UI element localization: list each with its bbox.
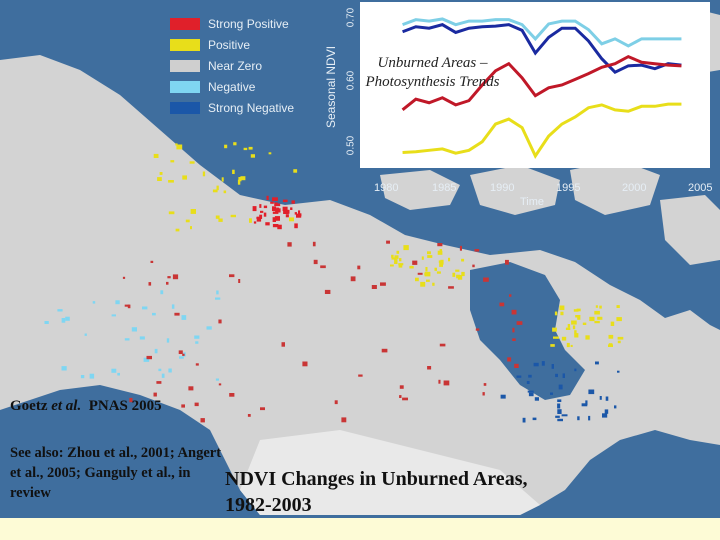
ndvi-patch — [390, 265, 394, 267]
legend-swatch — [170, 18, 200, 30]
ndvi-patch — [427, 366, 431, 370]
y-tick-label: 0.70 — [345, 7, 357, 28]
ndvi-patch — [542, 361, 545, 366]
ndvi-patch — [117, 373, 120, 376]
ndvi-patch — [437, 243, 442, 246]
ndvi-patch — [483, 278, 489, 282]
ndvi-patch — [238, 279, 240, 283]
ndvi-patch — [400, 385, 404, 389]
legend-item — [170, 13, 310, 34]
ndvi-patch — [475, 249, 480, 252]
ndvi-patch — [173, 274, 178, 279]
ndvi-patch — [286, 214, 289, 217]
ndvi-patch — [585, 335, 589, 339]
ndvi-patch — [85, 334, 87, 336]
y-tick-label: 0.50 — [345, 135, 357, 156]
ndvi-patch — [128, 305, 131, 309]
ndvi-patch — [172, 304, 175, 308]
ndvi-patch — [571, 345, 573, 347]
x-axis-label: Time — [520, 196, 545, 208]
ndvi-patch — [358, 375, 362, 377]
ndvi-patch — [380, 282, 386, 285]
ndvi-patch — [191, 209, 196, 214]
ndvi-patch — [218, 320, 221, 324]
ndvi-patch — [170, 160, 174, 162]
ndvi-patch — [372, 285, 377, 289]
ndvi-patch — [617, 305, 620, 308]
ndvi-patch — [264, 206, 267, 209]
ndvi-patch — [260, 407, 265, 410]
ndvi-patch — [213, 190, 218, 193]
x-tick-label: 1995 — [556, 182, 581, 194]
ndvi-patch — [162, 374, 165, 378]
ndvi-patch — [589, 317, 594, 321]
ndvi-patch — [195, 403, 199, 407]
ndvi-patch — [270, 202, 274, 204]
ndvi-patch — [224, 191, 227, 194]
ndvi-patch — [125, 338, 130, 340]
ndvi-patch — [399, 395, 401, 398]
ndvi-patch — [155, 349, 158, 353]
ndvi-patch — [65, 317, 70, 321]
ndvi-patch — [169, 211, 175, 214]
ndvi-patch — [194, 336, 199, 339]
ndvi-patch — [529, 393, 534, 397]
ndvi-patch — [574, 330, 576, 333]
ndvi-patch — [555, 312, 557, 316]
ndvi-patch — [207, 326, 212, 329]
ndvi-patch — [264, 213, 267, 217]
ndvi-patch — [123, 277, 125, 279]
ndvi-patch — [426, 280, 430, 282]
ndvi-patch — [562, 337, 566, 341]
ndvi-patch — [399, 265, 403, 268]
ndvi-patch — [609, 335, 614, 339]
ndvi-patch — [186, 220, 190, 223]
citation-authors: Goetz — [10, 398, 48, 414]
ndvi-patch — [203, 172, 205, 177]
ndvi-patch — [577, 416, 579, 420]
ndvi-patch — [216, 379, 219, 381]
ndvi-patch — [398, 263, 403, 265]
x-tick-label: 1985 — [432, 182, 457, 194]
ndvi-patch — [583, 323, 587, 325]
ndvi-patch — [594, 311, 600, 315]
ndvi-patch — [168, 180, 174, 183]
ndvi-patch — [320, 265, 326, 268]
ndvi-patch — [142, 307, 147, 310]
ndvi-patch — [314, 260, 318, 264]
ndvi-patch — [81, 375, 84, 378]
ndvi-patch — [151, 261, 154, 263]
ndvi-patch — [562, 414, 568, 416]
ndvi-patch — [298, 213, 301, 216]
ndvi-patch — [216, 216, 220, 219]
ndvi-patch — [461, 272, 464, 276]
ndvi-patch — [158, 369, 161, 371]
ndvi-patch — [196, 363, 199, 365]
ndvi-patch — [559, 385, 563, 390]
ndvi-patch — [599, 306, 602, 309]
ndvi-patch — [160, 172, 163, 175]
ndvi-patch — [298, 210, 300, 213]
ndvi-patch — [251, 154, 255, 158]
ndvi-patch — [409, 266, 413, 269]
ndvi-patch — [427, 251, 431, 254]
ndvi-patch — [112, 314, 116, 316]
ndvi-patch — [282, 342, 286, 347]
ndvi-patch — [618, 341, 621, 344]
ndvi-patch — [147, 356, 153, 359]
ndvi-patch — [260, 211, 263, 213]
ndvi-patch — [287, 210, 290, 214]
ndvi-patch — [618, 337, 624, 340]
y-tick-label: 0.60 — [345, 70, 357, 91]
x-tick-label: 1980 — [374, 182, 399, 194]
ndvi-patch — [602, 413, 607, 417]
ndvi-patch — [182, 175, 187, 179]
ndvi-patch — [302, 362, 307, 367]
x-tick-label: 2000 — [622, 182, 647, 194]
y-axis-label-text: Seasonal NDVI — [324, 45, 338, 128]
legend-item — [170, 34, 310, 55]
ndvi-patch — [514, 364, 519, 368]
inset-title: Unburned Areas – Photosynthesis Trends — [365, 55, 500, 90]
footer-strip — [0, 518, 720, 540]
ndvi-patch — [461, 259, 464, 262]
ndvi-patch — [574, 333, 578, 337]
ndvi-patch — [448, 258, 450, 262]
series-line-3 — [403, 104, 682, 156]
ndvi-patch — [90, 374, 95, 379]
ndvi-patch — [157, 177, 162, 181]
ndvi-patch — [505, 260, 509, 265]
ndvi-patch — [575, 315, 578, 318]
citation-journal: PNAS 2005 — [88, 398, 162, 414]
see-also-text: See also: Zhou et al., 2001; Angert et al., 2005; Ganguly et al., in review — [10, 445, 222, 501]
ndvi-patch — [115, 300, 119, 304]
legend-item — [170, 97, 310, 118]
ndvi-patch — [357, 266, 360, 270]
ndvi-patch — [232, 170, 235, 174]
ndvi-patch — [425, 267, 427, 271]
ndvi-patch — [555, 374, 558, 377]
ndvi-patch — [62, 366, 67, 370]
ndvi-patch — [452, 273, 455, 277]
ndvi-patch — [399, 258, 401, 261]
ndvi-patch — [231, 215, 236, 217]
ndvi-patch — [386, 241, 390, 244]
ndvi-patch — [422, 256, 424, 259]
ndvi-patch — [259, 204, 261, 208]
x-tick-label: 1990 — [490, 182, 515, 194]
ndvi-patch — [325, 290, 331, 294]
legend-label: Negative — [208, 79, 256, 94]
ndvi-patch — [484, 383, 487, 386]
ndvi-patch — [420, 282, 425, 287]
ndvi-patch — [201, 418, 205, 422]
ndvi-patch — [534, 363, 539, 367]
ndvi-patch — [335, 400, 338, 404]
ndvi-patch — [528, 375, 532, 378]
ndvi-patch — [594, 321, 599, 323]
ndvi-patch — [574, 309, 579, 312]
legend-label: Strong Negative — [208, 100, 295, 115]
ndvi-patch — [176, 229, 180, 232]
ndvi-patch — [341, 417, 346, 422]
ndvi-patch — [287, 242, 291, 246]
ndvi-patch — [175, 143, 177, 145]
ndvi-patch — [154, 393, 157, 397]
ndvi-patch — [563, 373, 565, 378]
ndvi-patch — [267, 196, 269, 200]
legend-label: Strong Positive — [208, 16, 289, 31]
ndvi-patch — [582, 403, 588, 406]
ndvi-patch — [557, 399, 561, 402]
ndvi-patch — [560, 312, 563, 316]
ndvi-patch — [248, 414, 251, 417]
ndvi-patch — [275, 216, 280, 221]
legend-item — [170, 55, 310, 76]
ndvi-patch — [566, 328, 570, 330]
ndvi-patch — [588, 416, 590, 421]
ndvi-patch — [277, 225, 282, 230]
ndvi-patch — [438, 251, 443, 255]
ndvi-patch — [174, 313, 179, 316]
ndvi-patch — [439, 262, 443, 267]
ndvi-patch — [195, 341, 198, 344]
ndvi-patch — [571, 321, 577, 325]
ndvi-patch — [179, 350, 183, 354]
ndvi-patch — [437, 271, 441, 273]
citation-etal: et al. — [51, 398, 82, 414]
ndvi-patch — [182, 315, 187, 320]
ndvi-patch — [167, 338, 169, 342]
ndvi-patch — [512, 310, 517, 315]
ndvi-patch — [501, 395, 506, 399]
ndvi-patch — [394, 259, 397, 264]
ndvi-patch — [293, 169, 297, 173]
ndvi-patch — [152, 313, 156, 316]
ndvi-patch — [224, 145, 227, 149]
ndvi-patch — [472, 265, 474, 268]
ndvi-patch — [167, 276, 170, 278]
ndvi-patch — [412, 261, 417, 265]
legend-swatch — [170, 60, 200, 72]
ndvi-patch — [438, 380, 440, 384]
ndvi-patch — [517, 321, 523, 325]
ndvi-patch — [273, 212, 279, 214]
ndvi-patch — [512, 328, 514, 333]
ndvi-patch — [550, 393, 553, 395]
ndvi-patch — [555, 416, 560, 418]
ndvi-patch — [600, 396, 602, 400]
ndvi-patch — [283, 200, 288, 203]
ndvi-patch — [418, 273, 423, 275]
ndvi-patch — [57, 309, 62, 311]
citation — [10, 398, 162, 415]
ndvi-patch — [588, 390, 594, 395]
ndvi-patch — [182, 354, 184, 356]
ndvi-patch — [552, 364, 554, 369]
ndvi-patch — [229, 274, 234, 277]
x-tick-label: 2005 — [688, 182, 713, 194]
ndvi-patch — [460, 246, 462, 251]
ndvi-patch — [568, 324, 570, 328]
ndvi-patch — [254, 221, 256, 223]
ndvi-patch — [222, 177, 224, 181]
ndvi-patch — [574, 369, 576, 372]
ndvi-patch — [402, 398, 408, 401]
ndvi-patch — [156, 381, 161, 384]
ndvi-patch — [188, 386, 193, 390]
ndvi-patch — [611, 322, 615, 326]
ndvi-patch — [517, 376, 522, 378]
ndvi-patch — [567, 343, 570, 347]
legend-swatch — [170, 81, 200, 93]
ndvi-patch — [427, 255, 432, 258]
ndvi-patch — [218, 219, 222, 222]
ndvi-patch — [190, 226, 192, 229]
ndvi-patch — [391, 255, 394, 258]
ndvi-patch — [160, 290, 163, 294]
ndvi-patch — [397, 251, 400, 254]
ndvi-patch — [244, 148, 248, 150]
ndvi-patch — [149, 282, 152, 286]
ndvi-patch — [614, 405, 616, 408]
ndvi-patch — [440, 344, 446, 347]
ndvi-patch — [395, 255, 399, 259]
ndvi-patch — [233, 142, 236, 145]
legend-item — [170, 76, 310, 97]
ndvi-patch — [528, 391, 534, 393]
ndvi-patch — [557, 419, 563, 421]
slide-caption: NDVI Changes in Unburned Areas, 1982-2003 — [225, 468, 528, 516]
ndvi-patch — [553, 337, 559, 339]
ndvi-patch — [523, 418, 526, 423]
ndvi-patch — [277, 203, 280, 206]
ndvi-patch — [132, 327, 137, 331]
ndvi-patch — [512, 338, 516, 341]
ndvi-patch — [292, 200, 295, 203]
ndvi-patch — [533, 418, 537, 421]
ndvi-patch — [415, 278, 419, 282]
ndvi-patch — [215, 298, 220, 300]
ndvi-patch — [269, 152, 272, 154]
ndvi-patch — [168, 369, 171, 373]
ndvi-patch — [154, 154, 159, 158]
ndvi-patch — [605, 409, 609, 413]
ndvi-patch — [272, 197, 278, 201]
ndvi-patch — [424, 273, 429, 275]
ndvi-patch — [507, 357, 511, 361]
ndvi-patch — [166, 282, 169, 285]
ndvi-patch — [290, 207, 292, 210]
ndvi-patch — [238, 180, 240, 185]
ndvi-patch — [62, 318, 66, 323]
ndvi-patch — [609, 343, 613, 347]
legend-label: Positive — [208, 37, 251, 52]
ndvi-patch — [289, 217, 294, 221]
map-legend — [170, 13, 310, 128]
ndvi-patch — [219, 383, 221, 385]
ndvi-patch — [181, 404, 185, 407]
ndvi-patch — [499, 303, 504, 307]
legend-swatch — [170, 102, 200, 114]
ndvi-patch — [190, 161, 195, 163]
ndvi-patch — [596, 305, 598, 308]
legend-swatch — [170, 39, 200, 51]
ndvi-patch — [45, 321, 49, 324]
ndvi-patch — [403, 245, 408, 250]
ndvi-patch — [606, 397, 609, 401]
ndvi-patch — [616, 317, 622, 321]
ndvi-patch — [617, 371, 620, 373]
ndvi-patch — [509, 294, 511, 297]
ndvi-patch — [552, 328, 557, 332]
ndvi-patch — [313, 242, 316, 247]
ndvi-patch — [448, 286, 454, 289]
ndvi-patch — [559, 306, 564, 311]
ndvi-patch — [216, 291, 218, 295]
ndvi-patch — [265, 222, 269, 225]
ndvi-patch — [476, 328, 480, 330]
series-line-0 — [403, 19, 682, 46]
ndvi-patch — [444, 381, 450, 386]
ndvi-patch — [257, 217, 261, 222]
ndvi-patch — [483, 392, 485, 395]
ndvi-patch — [535, 397, 539, 401]
ndvi-patch — [229, 393, 234, 397]
ndvi-patch — [382, 349, 388, 353]
ndvi-patch — [93, 301, 96, 304]
ndvi-patch — [294, 223, 298, 228]
ndvi-patch — [597, 317, 602, 320]
legend-label: Near Zero — [208, 58, 263, 73]
ndvi-patch — [527, 381, 530, 384]
ndvi-patch — [351, 276, 356, 281]
ndvi-patch — [550, 344, 555, 347]
ndvi-patch — [557, 404, 560, 409]
ndvi-patch — [557, 409, 561, 414]
ndvi-patch — [111, 369, 116, 373]
ndvi-patch — [249, 147, 253, 150]
ndvi-patch — [432, 283, 434, 286]
ndvi-patch — [140, 336, 145, 339]
ndvi-patch — [573, 325, 575, 329]
ndvi-patch — [435, 268, 438, 271]
ndvi-patch — [595, 362, 599, 365]
ndvi-patch — [240, 176, 245, 180]
ndvi-patch — [253, 206, 257, 211]
ndvi-patch — [249, 218, 252, 223]
ndvi-patch — [179, 356, 184, 358]
ndvi-patch — [455, 270, 459, 272]
